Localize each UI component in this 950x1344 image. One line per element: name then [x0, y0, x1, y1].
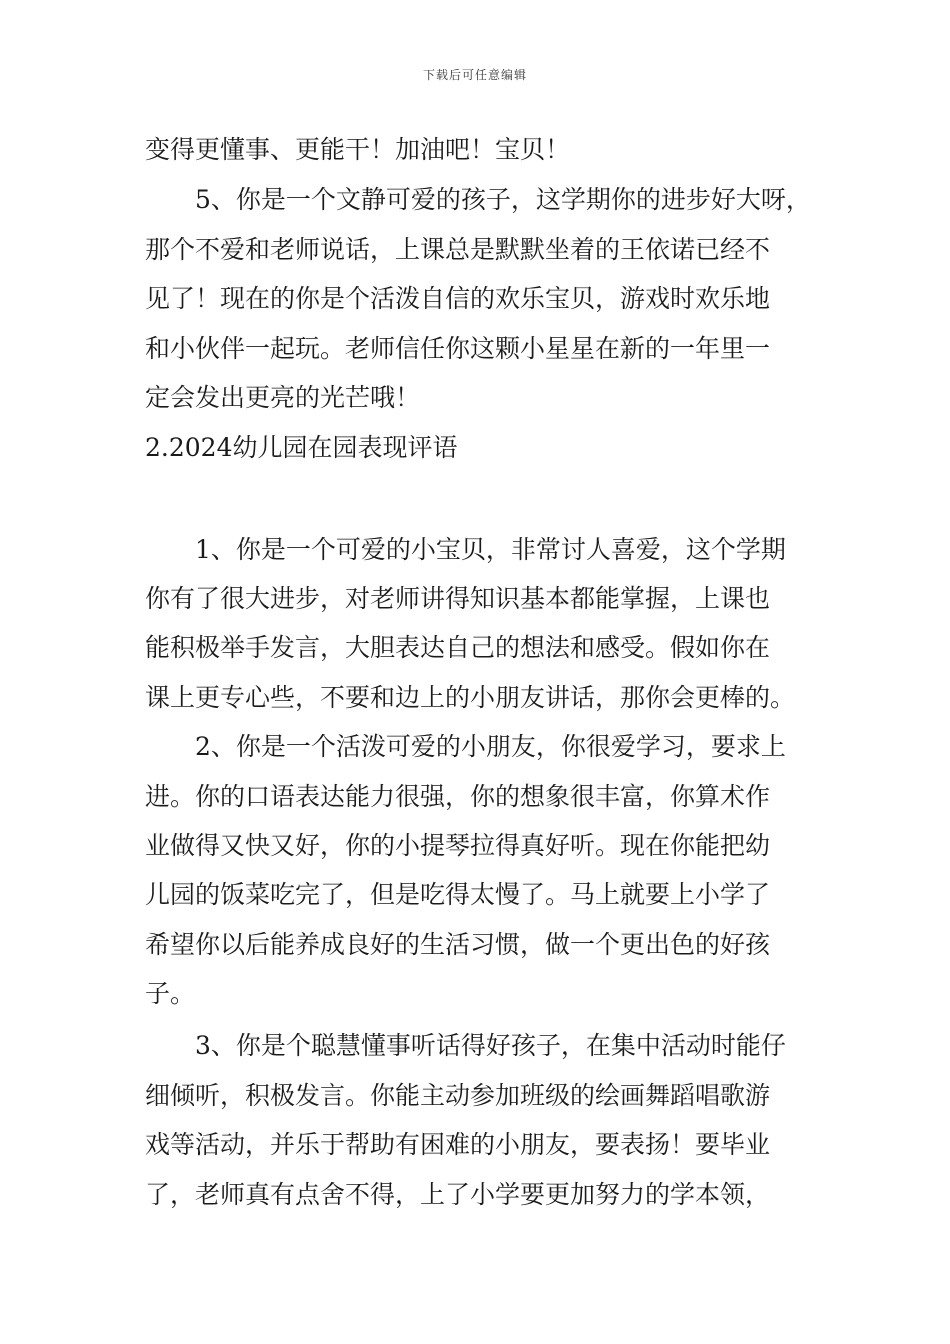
paragraph-line: 细倾听，积极发言。你能主动参加班级的绘画舞蹈唱歌游	[145, 1081, 771, 1110]
paragraph-line: 那个不爱和老师说话，上课总是默默坐着的王依诺已经不	[145, 235, 771, 264]
paragraph-line: 定会发出更亮的光芒哦！	[145, 383, 421, 412]
paragraph-line: 希望你以后能养成良好的生活习惯，做一个更出色的好孩	[145, 930, 771, 959]
paragraph-line: 1、你是一个可爱的小宝贝，非常讨人喜爱，这个学期	[195, 535, 786, 564]
paragraph-line: 课上更专心些，不要和边上的小朋友讲话，那你会更棒的。	[145, 683, 796, 712]
paragraph-line: 5、你是一个文静可爱的孩子，这学期你的进步好大呀，	[195, 185, 811, 214]
paragraph-line: 你有了很大进步，对老师讲得知识基本都能掌握，上课也	[145, 584, 771, 613]
paragraph-line: 3、你是个聪慧懂事听话得好孩子，在集中活动时能仔	[195, 1031, 786, 1060]
paragraph-line: 进。你的口语表达能力很强，你的想象很丰富，你算术作	[145, 782, 771, 811]
paragraph-line: 了，老师真有点舍不得，上了小学要更加努力的学本领，	[145, 1180, 771, 1209]
section-heading: 2.2024幼儿园在园表现评语	[145, 433, 458, 462]
paragraph-line: 子。	[145, 979, 196, 1008]
paragraph-line: 业做得又快又好，你的小提琴拉得真好听。现在你能把幼	[145, 831, 771, 860]
paragraph-line: 戏等活动，并乐于帮助有困难的小朋友，要表扬！要毕业	[145, 1130, 771, 1159]
paragraph-line: 变得更懂事、更能干！加油吧！宝贝！	[145, 135, 571, 164]
paragraph-line: 和小伙伴一起玩。老师信任你这颗小星星在新的一年里一	[145, 334, 771, 363]
paragraph-line: 儿园的饭菜吃完了，但是吃得太慢了。马上就要上小学了	[145, 880, 771, 909]
paragraph-line: 见了！现在的你是个活泼自信的欢乐宝贝，游戏时欢乐地	[145, 284, 771, 313]
paragraph-line: 2、你是一个活泼可爱的小朋友，你很爱学习，要求上	[195, 732, 786, 761]
header-note: 下载后可任意编辑	[422, 68, 527, 82]
paragraph-line: 能积极举手发言，大胆表达自己的想法和感受。假如你在	[145, 633, 771, 662]
